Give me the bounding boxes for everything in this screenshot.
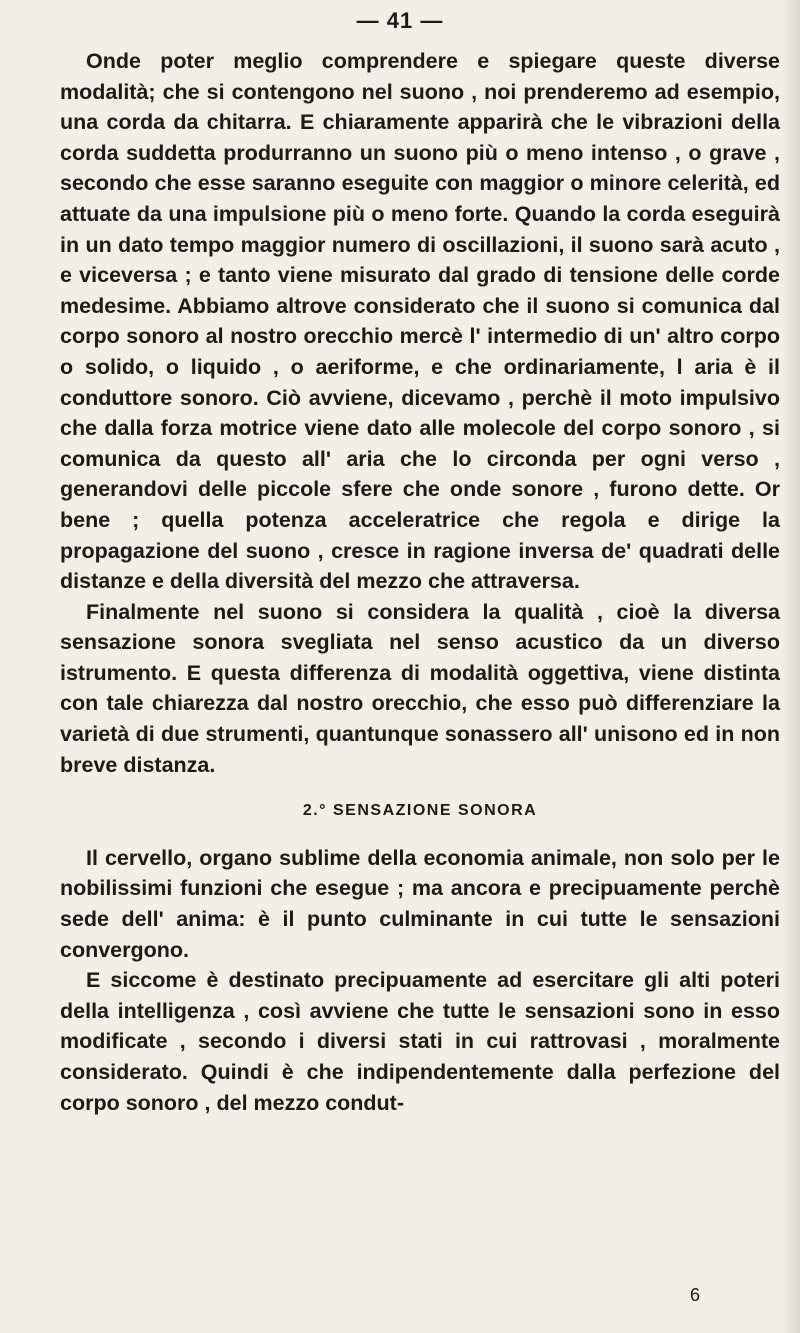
paragraph-quality: Finalmente nel suono si considera la qualità , cioè la diversa sensazione sonora svegliata nel senso acustico da un diverso istrumento. E questa differenza di modalità oggettiva, viene distinta con tale chiarezza dal nostro orecchio, che esso può differenziare la varietà di due strumenti, quantunque sonassero all' unisono ed in non breve distanza. [60,599,780,777]
paragraph-modalities: Onde poter meglio comprendere e spiegare queste diverse modalità; che si contengono nel suono , noi prenderemo ad esempio, una corda da chitarra. E chiaramente apparirà che le vibrazioni della corda suddetta produrranno un suono più o meno intenso , o grave , secondo che esse saranno eseguite con maggior o minore celerità, ed attuate da una impulsione più o meno forte. Quando la corda eseguirà in un dato tempo maggior numero di oscillazioni, il suono sarà acuto , e viceversa ; e tanto viene misurato dal grado di tensione delle corde medesime. Abbiamo altrove considerato che il suono si comunica dal corpo sonoro al nostro orecchio mercè l' intermedio di un' altro corpo o solido, o liquido , o aeriforme, e che ordinariamente, l aria è il conduttore sonoro. Ciò avviene, dicevamo , perchè il moto impulsivo che dalla forza motrice viene dato alle molecole del corpo sonoro , si comunica da questo all' aria che lo circonda per ogni verso , generandovi delle piccole sfere che onde sonore , furono dette. Or bene ; quella potenza acceleratrice che regola e dirige la propagazione del suono , cresce in ragione inversa de' quadrati delle distanze e della diversità del mezzo che attraversa. [60,49,780,594]
page-number: — 41 — [356,8,444,33]
page-edge-shadow [782,0,800,1333]
paragraph-intelligence: E siccome è destinato precipuamente ad esercitare gli alti poteri della intelligenza , così avviene che tutte le sensazioni sono in esso modificate , secondo i diversi stati in cui rattrovasi , moralmente considerato. Quindi è che indipendentemente dalla perfezione del corpo sonoro , del mezzo condut- [60,968,780,1115]
paragraph-brain: Il cervello, organo sublime della economia animale, non solo per le nobilissimi funzioni che esegue ; ma ancora e precipuamente perchè sede dell' anima: è il punto culminante in cui tutte le sensazioni convergono. [60,845,780,962]
page-body [60,46,780,1118]
signature-mark: 6 [690,1285,701,1305]
section-heading: 2.° SENSAZIONE SONORA [302,802,538,820]
